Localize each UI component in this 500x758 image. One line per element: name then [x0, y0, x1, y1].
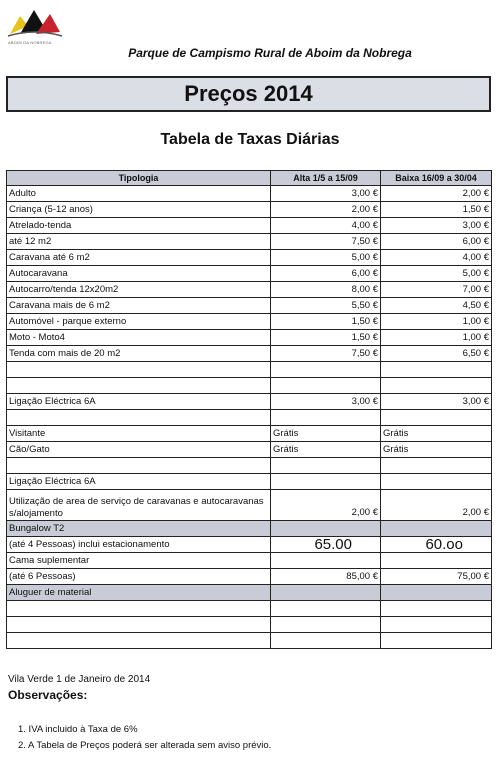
table-row: [7, 218, 492, 234]
cell-alta: 65.00: [271, 537, 381, 553]
table-row: [7, 330, 492, 346]
cell-baixa: [381, 362, 492, 378]
cell-baixa: 4,00 €: [381, 250, 492, 266]
cell-baixa: 2,00 €: [381, 186, 492, 202]
table-subtitle: Tabela de Taxas Diárias: [160, 131, 340, 148]
cell-tipologia: [7, 410, 271, 426]
cell-alta: 7,50 €: [271, 346, 381, 362]
cell-tipologia: Utilização de area de serviço de caravanas e autocaravanas s/alojamento: [7, 490, 271, 521]
cell-alta: 1,50 €: [271, 314, 381, 330]
table-row: [7, 537, 492, 553]
cell-tipologia: Moto - Moto4: [7, 330, 271, 346]
cell-alta: 2,00 €: [271, 202, 381, 218]
cell-tipologia: até 12 m2: [7, 234, 271, 250]
cell-baixa: 6,00 €: [381, 234, 492, 250]
cell-tipologia: Autocaravana: [7, 266, 271, 282]
table-row: [7, 474, 492, 490]
table-row: [7, 186, 492, 202]
cell-alta: [271, 617, 381, 633]
cell-baixa: 4,50 €: [381, 298, 492, 314]
observation-item: 1. IVA incluido à Taxa de 6%: [18, 724, 138, 735]
cell-tipologia: Caravana mais de 6 m2: [7, 298, 271, 314]
cell-baixa: 7,00 €: [381, 282, 492, 298]
cell-tipologia: Ligação Eléctrica 6A: [7, 394, 271, 410]
cell-alta: 3,00 €: [271, 394, 381, 410]
cell-baixa: Grátis: [381, 442, 492, 458]
logo-graphic: [6, 4, 64, 42]
price-banner: Preços 2014: [6, 76, 491, 112]
cell-baixa: [381, 474, 492, 490]
cell-alta: [271, 601, 381, 617]
cell-baixa: [381, 378, 492, 394]
table-row: [7, 585, 492, 601]
table-row: [7, 490, 492, 521]
cell-tipologia: [7, 601, 271, 617]
cell-alta: 5,50 €: [271, 298, 381, 314]
cell-alta: 5,00 €: [271, 250, 381, 266]
logo: [6, 4, 64, 42]
cell-baixa: 60.oo: [381, 537, 492, 553]
cell-alta: 7,50 €: [271, 234, 381, 250]
cell-tipologia: Autocarro/tenda 12x20m2: [7, 282, 271, 298]
cell-baixa: 3,00 €: [381, 218, 492, 234]
cell-alta: 4,00 €: [271, 218, 381, 234]
cell-tipologia: [7, 362, 271, 378]
cell-baixa: 1,00 €: [381, 330, 492, 346]
table-row: [7, 442, 492, 458]
observations-title: Observações:: [8, 688, 88, 702]
cell-tipologia: Ligação Eléctrica 6A: [7, 474, 271, 490]
table-row: [7, 521, 492, 537]
cell-baixa: 1,50 €: [381, 202, 492, 218]
table-header-row: [7, 171, 492, 186]
table-row: [7, 362, 492, 378]
cell-tipologia: Bungalow T2: [7, 521, 271, 537]
column-header-tipologia: Tipologia: [7, 171, 271, 186]
cell-baixa: 6,50 €: [381, 346, 492, 362]
cell-tipologia: [7, 378, 271, 394]
cell-alta: [271, 633, 381, 649]
cell-tipologia: Cama suplementar: [7, 553, 271, 569]
cell-tipologia: (até 6 Pessoas): [7, 569, 271, 585]
observation-item: 2. A Tabela de Preços poderá ser alterada sem aviso prévio.: [18, 740, 272, 751]
table-row: [7, 617, 492, 633]
cell-tipologia: Criança (5-12 anos): [7, 202, 271, 218]
table-row: [7, 314, 492, 330]
cell-tipologia: Tenda com mais de 20 m2: [7, 346, 271, 362]
cell-baixa: [381, 601, 492, 617]
table-row: [7, 282, 492, 298]
cell-tipologia: Automóvel - parque externo: [7, 314, 271, 330]
table-row: [7, 553, 492, 569]
cell-tipologia: Aluguer de material: [7, 585, 271, 601]
cell-baixa: [381, 458, 492, 474]
cell-baixa: 1,00 €: [381, 314, 492, 330]
cell-baixa: [381, 617, 492, 633]
cell-alta: [271, 553, 381, 569]
cell-alta: [271, 521, 381, 537]
logo-tagline: ABOIM DA NOBREGA: [8, 40, 52, 45]
cell-alta: [271, 378, 381, 394]
cell-tipologia: [7, 458, 271, 474]
table-row: [7, 410, 492, 426]
table-row: [7, 601, 492, 617]
cell-tipologia: [7, 633, 271, 649]
footer-date: Vila Verde 1 de Janeiro de 2014: [8, 674, 151, 685]
table-row: [7, 266, 492, 282]
cell-alta: 6,00 €: [271, 266, 381, 282]
cell-alta: 85,00 €: [271, 569, 381, 585]
cell-alta: 1,50 €: [271, 330, 381, 346]
cell-baixa: [381, 553, 492, 569]
cell-tipologia: Caravana até 6 m2: [7, 250, 271, 266]
cell-alta: Grátis: [271, 442, 381, 458]
cell-baixa: [381, 521, 492, 537]
cell-baixa: 75,00 €: [381, 569, 492, 585]
table-row: [7, 250, 492, 266]
table-row: [7, 346, 492, 362]
cell-alta: Grátis: [271, 426, 381, 442]
table-row: [7, 569, 492, 585]
table-row: [7, 426, 492, 442]
table-row: [7, 378, 492, 394]
cell-baixa: [381, 410, 492, 426]
cell-baixa: 3,00 €: [381, 394, 492, 410]
cell-alta: [271, 585, 381, 601]
cell-alta: 3,00 €: [271, 186, 381, 202]
table-row: [7, 458, 492, 474]
cell-alta: [271, 362, 381, 378]
cell-tipologia: Adulto: [7, 186, 271, 202]
table-row: [7, 234, 492, 250]
cell-baixa: 2,00 €: [381, 490, 492, 521]
column-header-baixa: Baixa 16/09 a 30/04: [381, 171, 492, 186]
cell-baixa: [381, 633, 492, 649]
header-title: Parque de Campismo Rural de Aboim da Nobrega: [128, 46, 412, 60]
cell-alta: 2,00 €: [271, 490, 381, 521]
table-row: [7, 298, 492, 314]
cell-tipologia: Atrelado-tenda: [7, 218, 271, 234]
column-header-alta: Alta 1/5 a 15/09: [271, 171, 381, 186]
cell-alta: 8,00 €: [271, 282, 381, 298]
price-table: [6, 170, 492, 649]
table-row: [7, 202, 492, 218]
cell-alta: [271, 410, 381, 426]
cell-baixa: 5,00 €: [381, 266, 492, 282]
cell-tipologia: Visitante: [7, 426, 271, 442]
observations-list: [18, 722, 271, 754]
table-row: [7, 633, 492, 649]
table-row: [7, 394, 492, 410]
cell-baixa: [381, 585, 492, 601]
cell-tipologia: (até 4 Pessoas) inclui estacionamento: [7, 537, 271, 553]
cell-tipologia: Cão/Gato: [7, 442, 271, 458]
cell-baixa: Grátis: [381, 426, 492, 442]
cell-alta: [271, 458, 381, 474]
cell-tipologia: [7, 617, 271, 633]
cell-alta: [271, 474, 381, 490]
